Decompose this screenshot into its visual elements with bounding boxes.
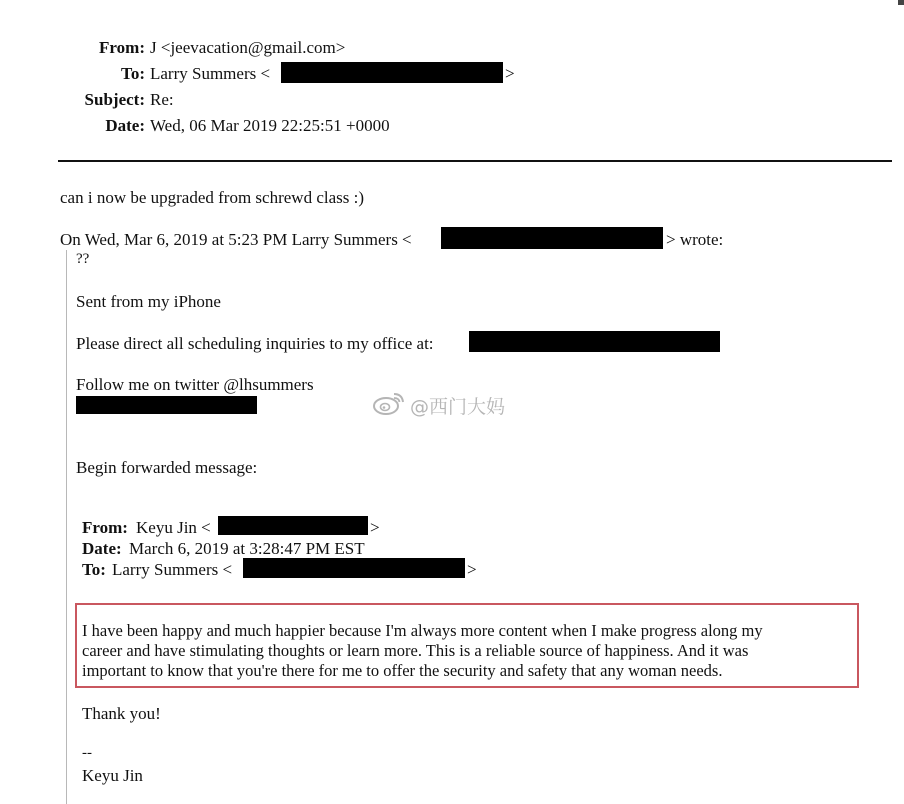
subject-label: Subject: [84, 90, 145, 109]
weibo-icon [372, 390, 406, 421]
redacted-email-block [441, 227, 663, 249]
from-label: From: [99, 38, 145, 57]
fwd-date-value: March 6, 2019 at 3:28:47 PM EST [129, 539, 365, 558]
date-label: Date: [105, 116, 145, 135]
redacted-email-block [243, 558, 465, 578]
fwd-from-value: Keyu Jin < [136, 518, 211, 537]
header-divider [58, 160, 892, 162]
fwd-from-end: > [370, 518, 380, 537]
fwd-to-value: Larry Summers < [112, 560, 233, 579]
quote-intro: On Wed, Mar 6, 2019 at 5:23 PM Larry Summers < [60, 230, 412, 249]
begin-forwarded-line: Begin forwarded message: [76, 458, 258, 477]
corner-mark [898, 0, 904, 5]
fwd-to-label: To: [82, 560, 106, 579]
fwd-to-end: > [467, 560, 477, 579]
message-line: I have been happy and much happier because I'm always more content when I make progress along my [82, 621, 763, 640]
fwd-date-label: Date: [82, 539, 122, 558]
watermark-text: @西门大妈 [410, 396, 506, 418]
quote-bar [66, 250, 67, 804]
from-value: J <jeevacation@gmail.com> [150, 38, 346, 57]
message-line: career and have stimulating thoughts or learn more. This is a reliable source of happiness. And it was [82, 641, 749, 660]
redacted-email-block [218, 516, 368, 535]
signature-name: Keyu Jin [82, 766, 143, 785]
quote-intro-end: > wrote: [666, 230, 724, 249]
message-line: important to know that you're there for me to offer the security and safety that any woman needs. [82, 661, 723, 680]
highlighted-message [82, 621, 852, 681]
redacted-email-block [281, 62, 503, 83]
signature-dash: -- [82, 745, 92, 761]
sent-from-line: Sent from my iPhone [76, 292, 221, 311]
subject-value: Re: [150, 90, 174, 109]
to-label: To: [121, 64, 145, 83]
scheduling-line: Please direct all scheduling inquiries to my office at: [76, 334, 434, 353]
redacted-office-block [469, 331, 720, 352]
to-value: Larry Summers < [150, 64, 271, 83]
redacted-contact-block [76, 396, 257, 414]
twitter-line: Follow me on twitter @lhsummers [76, 375, 314, 394]
date-value: Wed, 06 Mar 2019 22:25:51 +0000 [150, 116, 390, 135]
reply-text: can i now be upgraded from schrewd class :) [60, 188, 365, 207]
thanks-line: Thank you! [82, 704, 161, 723]
quoted-question: ?? [76, 251, 90, 267]
fwd-from-label: From: [82, 518, 128, 537]
to-value-end: > [505, 64, 515, 83]
watermark [372, 390, 505, 421]
